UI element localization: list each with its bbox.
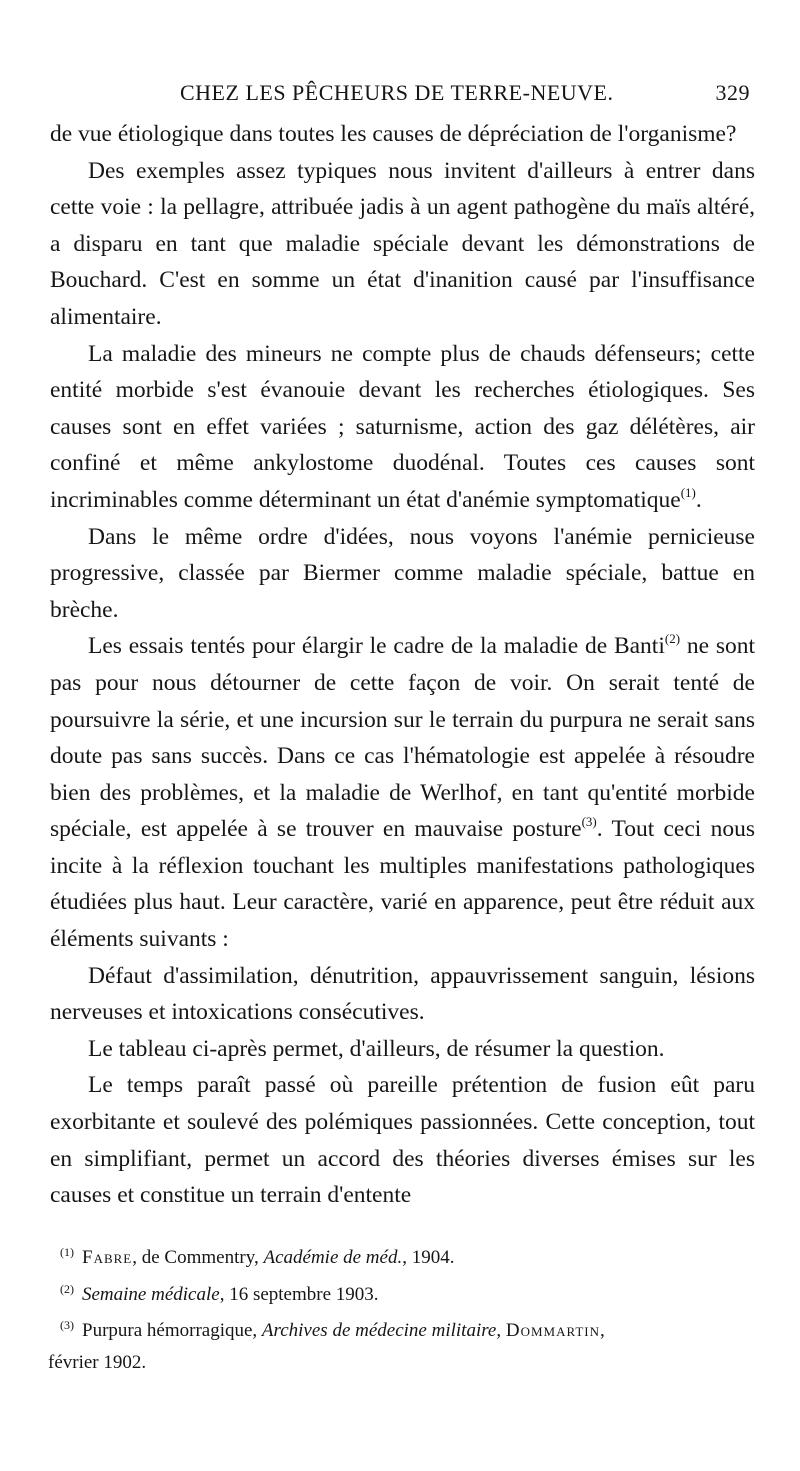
footnote-3-number: (3) (60, 1318, 74, 1332)
page-number: 329 (715, 80, 750, 105)
footnote-1-journal: Académie de méd. (263, 1247, 403, 1268)
footnote-3-continuation: février 1902. (48, 1351, 147, 1373)
footnote-3-text-a: Purpura hémorragique, (82, 1320, 262, 1341)
footnote-ref-2: (2) (664, 631, 681, 647)
paragraph-1: de vue étiologique dans toutes les causes de dépréciation de l'organisme? (50, 121, 737, 147)
paragraph-3-end: . (695, 486, 702, 513)
footnote-1-text-b: , 1904. (402, 1247, 455, 1268)
footnote-1-number: (1) (60, 1245, 74, 1259)
footnote-1-author: Fabre (82, 1247, 133, 1268)
paragraph-5-text-c: . Tout ceci nous incite à la réflexion touchant les multiples manifestations pathologiques étudiées plus haut. Leur caractère, varié en apparence, peut être réduit aux éléments suivants : (50, 816, 755, 953)
paragraph-4: Dans le même ordre d'idées, nous voyons l'anémie pernicieuse progressive, classée par Biermer comme maladie spéciale, battue en brèche. (50, 523, 755, 623)
footnotes (48, 1237, 755, 1378)
paragraph-5 (50, 628, 755, 957)
footnote-3-journal: Archives de médecine militaire (261, 1320, 497, 1341)
footnote-3-text-c: , (600, 1320, 605, 1341)
paragraph-7: Le tableau ci-après permet, d'ailleurs, de résumer la question. (88, 1035, 665, 1062)
footnote-1 (60, 1237, 755, 1274)
paragraph-3-text: La maladie des mineurs ne compte plus de chauds défenseurs; cette entité morbide s'est évanouie devant les recherches étiologiques. Ses causes sont en effet variées ; saturnisme, action des gaz délétères, air confiné et même ankylostome duodénal. Toutes ces causes sont incriminables comme déterminant un état d'anémie symptomatique (50, 340, 755, 513)
paragraph-5-text-b: ne sont pas pour nous détourner de cette façon de voir. On serait tenté de poursuivre la série, et une incursion sur le terrain du purpura ne serait sans doute pas sans succès. Dans ce cas l'hématologie est appelée à résoudre bien des problèmes, et la maladie de Werlhof, en tant qu'entité morbide spéciale, est appelée à se trouver en mauvaise posture (50, 633, 755, 843)
footnote-2-text-b: , 16 septembre 1903. (219, 1283, 379, 1305)
footnote-ref-1: (1) (680, 484, 696, 500)
paragraph-8: Le temps paraît passé où pareille prétention de fusion eût paru exorbitante et soulevé des polémiques passionnées. Cette conception, tout en simplifiant, permet un accord des théories diverses émises sur les causes et constitue un terrain d'entente (50, 1072, 755, 1209)
footnote-1-text-a: , de Commentry, (132, 1247, 264, 1268)
footnote-2-number: (2) (60, 1281, 74, 1296)
footnote-2 (60, 1274, 755, 1311)
footnote-2-journal: Semaine médicale (82, 1283, 220, 1305)
running-head (180, 80, 750, 110)
paragraph-6: Défaut d'assimilation, dénutrition, appauvrissement sanguin, lésions nerveuses et intoxications consécutives. (50, 962, 755, 1026)
footnote-3-text-b: , (496, 1320, 506, 1341)
paragraph-3 (50, 336, 755, 519)
footnote-3-author: Dommartin (505, 1320, 601, 1341)
paragraph-2: Des exemples assez typiques nous invitent d'ailleurs à entrer dans cette voie : la pellagre, attribuée jadis à un agent pathogène du maïs altéré, a disparu en tant que maladie spéciale devant les démonstrations de Bouchard. C'est en somme un état d'inanition causé par l'insuffisance alimentaire. (50, 157, 755, 330)
paragraph-5-text-a: Les essais tentés pour élargir le cadre de la maladie de Banti (88, 633, 665, 660)
body-text (50, 116, 755, 1214)
footnote-3 (60, 1310, 755, 1347)
running-title: CHEZ LES PÊCHEURS DE TERRE-NEUVE. (180, 80, 614, 105)
footnote-ref-3: (3) (581, 814, 597, 830)
